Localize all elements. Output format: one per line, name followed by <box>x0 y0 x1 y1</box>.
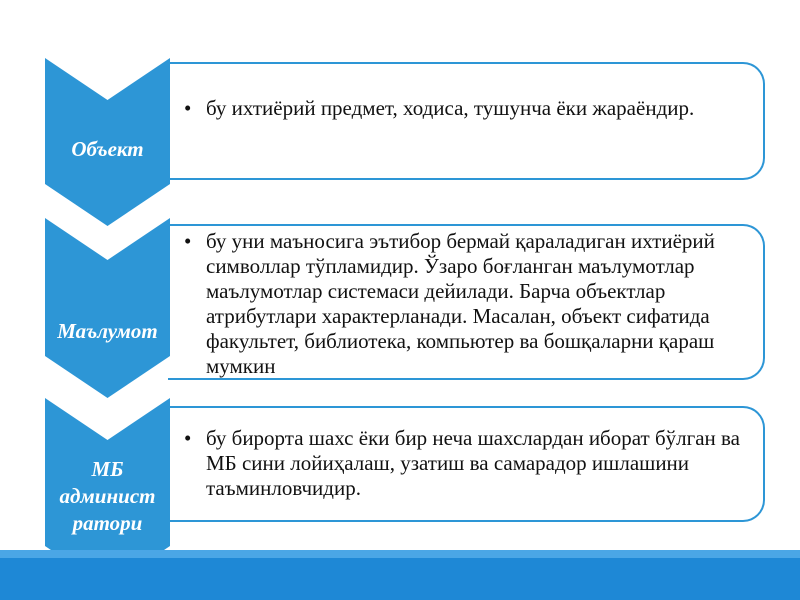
description-admin: • бу бирорта шахс ёки бир неча шахслардан иборат бўлган ва МБ сини лойиҳалаш, узатиш ва самарадор ишлашини таъминловчидир. <box>206 426 763 501</box>
label-data: Маълумот <box>57 319 158 343</box>
process-step-object <box>0 58 800 226</box>
chevron-shape-data <box>45 218 170 398</box>
process-step-data <box>0 218 800 398</box>
description-list-object <box>168 96 763 121</box>
description-data: • бу уни маъносига эътибор бермай қараладиган ихтиёрий символлар тўпламидир. Ўзаро боғланган маълумотлар маълумотлар системаси дейилади. Барча объектлар атрибутлари характерланади. Масалан, объект сифатида факультет, библиотека, компьютер ва бошқаларни қараш мумкин <box>206 229 763 379</box>
label-object: Объект <box>71 137 144 161</box>
footer-bar-highlight <box>0 550 800 558</box>
chevron-data <box>45 218 170 398</box>
description-list-admin <box>168 426 763 501</box>
chevron-object <box>45 58 170 226</box>
description-list-data <box>168 229 763 379</box>
description-box-admin <box>168 406 765 522</box>
description-object: • бу ихтиёрий предмет, ходиса, тушунча ёки жараёндир. <box>206 96 763 121</box>
label-admin-line-3: ратори <box>72 511 143 535</box>
label-admin-line-2: админист <box>59 484 156 508</box>
label-admin-line-1: МБ <box>91 457 124 481</box>
label-admin <box>45 456 170 537</box>
description-box-data <box>168 224 765 380</box>
description-box-object <box>168 62 765 180</box>
